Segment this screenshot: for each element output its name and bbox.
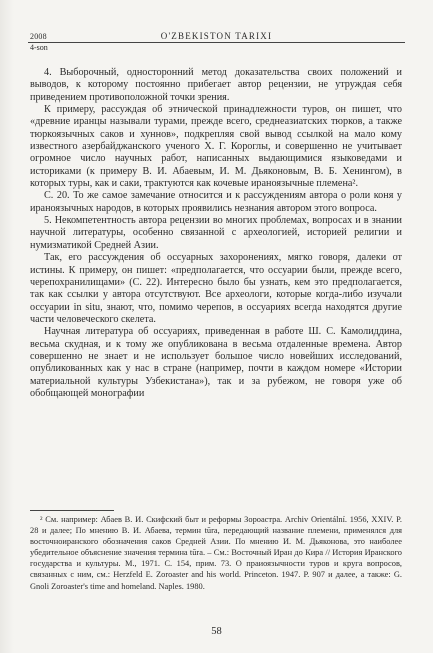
- paragraph: С. 20. То же самое замечание относится и к рассуждениям автора о роли коня у ираноязычных народов, в которых проявились незнания автором этого вопроса.: [30, 190, 402, 214]
- paragraph: 5. Некомпетентность автора рецензии во многих проблемах, вопросах и в знании научной литературы, особенно связанной с археологией, историей религии и нумизматикой Средней Азии.: [30, 215, 402, 251]
- paragraph: 4. Выборочный, односторонний метод доказательства своих положений и выводов, к которому постоянно прибегает автор рецензии, не утруждая себя приведением противоположной точки зрения.: [30, 67, 402, 103]
- footnote: ² См. например: Абаев В. И. Скифский быт и реформы Зороастра. Archiv Orientální. 1956, XXIV. P. 28 и далее; По мнению В. И. Абаева, термин tūra, передающий название племени, применялся для восточноиранского обозначения саков Средней Азии. По мнению И. М. Дьяконова, это наиболее убедительное объяснение значения термина tūra. – См.: Восточный Иран до Кира // История Иранского государства и культуры. М., 1971. С. 154, прим. 73. О праиоязычности туров и круга вопросов, связанных с ним, см.: Herzfeld E. Zoroaster and his world. Princeton. 1947. P. 907 и далее, а также: G. Gnoli Zoroaster's time and homeland. Naples. 1980.: [30, 515, 402, 591]
- footnotes: [30, 514, 402, 592]
- paragraph: Научная литература об оссуариях, приведенная в работе Ш. С. Камолиддина, весьма скудная, и к тому же опубликована в весьма отдаленные времена. Автор совершенно не знает и не использует большое число новейших исследований, опубликованных как у нас в стране (например, почти в каждом номере «Истории материальной культуры Узбекистана»), так и за рубежом, не говоря уже об обобщающей монографии: [30, 326, 402, 399]
- header-journal-title: O'ZBEKISTON TARIXI: [160, 31, 273, 41]
- paragraph: К примеру, рассуждая об этнической принадлежности туров, он пишет, что «древние иранцы называли турами, прежде всего, среднеазиатских тюрков, а также тюркоязычных саков и хуннов», подкрепляя свой вывод ссылкой на мало кому известного азербайджанского ученого Х. Г. Короглы, и совершенно не учитывает огромное число научных работ, написанных выдающимися языковедами и историками (к примеру В. И. Абаевым, И. М. Дьяконовым, В. Б. Хенингом), в которых туры, как и саки, трактуются как кочевые ираноязычные племена².: [30, 104, 402, 190]
- header-issue: 4-son: [30, 43, 48, 52]
- body-text: [30, 67, 402, 400]
- header-rule: [28, 42, 405, 43]
- footnote-rule: [30, 510, 114, 511]
- page-number: 58: [211, 626, 222, 637]
- header-year: 2008: [30, 32, 47, 41]
- paragraph: Так, его рассуждения об оссуарных захоронениях, мягко говоря, далеки от истины. К примеру, он пишет: «предполагается, что оссуарии были, прежде всего, черепохранилищами» (С. 22). Интересно было бы узнать, кем это предполагается, так как ссылки у автора отсутствуют. Все археологи, которые когда-либо изучали оссуарии in situ, знают, что, помимо черепов, в оссуариях всегда находятся другие части человеческого скелета.: [30, 252, 402, 325]
